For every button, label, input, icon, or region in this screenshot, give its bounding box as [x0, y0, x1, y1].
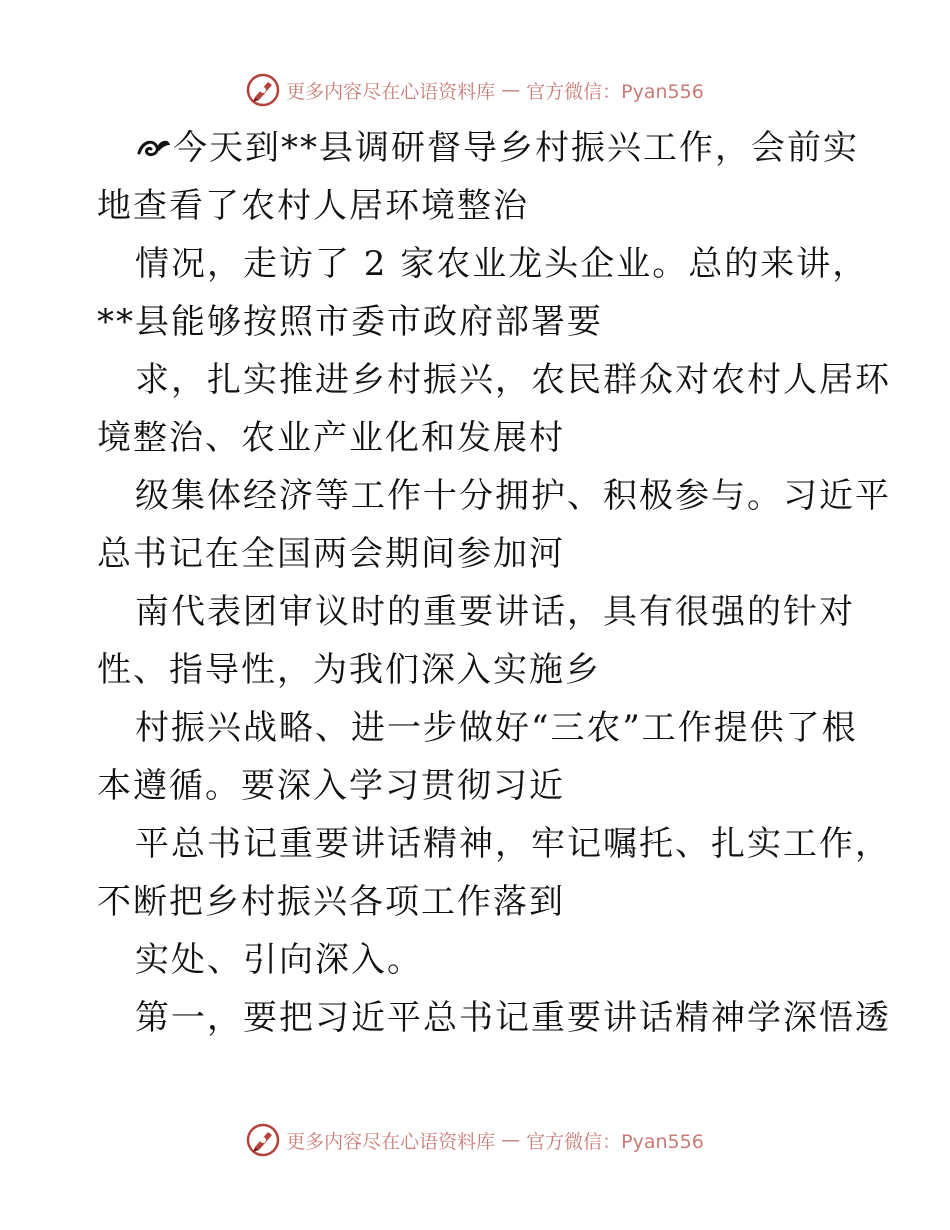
text-line — [97, 644, 867, 702]
text-line — [97, 122, 867, 180]
text-line-content: 性、指导性，为我们深入实施乡 — [97, 650, 601, 690]
leaf-ornament-icon — [135, 133, 173, 163]
banner-dash: — — [501, 1129, 521, 1151]
text-line-content: 平总书记重要讲话精神，牢记嘱托、扎实工作， — [135, 824, 891, 864]
text-line-content: 第一，要把习近平总书记重要讲话精神学深悟透 — [135, 998, 891, 1038]
banner-wechat: 官方微信：Pyan556 — [526, 80, 704, 103]
text-line-content: 地查看了农村人居环境整治 — [97, 186, 529, 226]
text-line-content: 本遵循。要深入学习贯彻习近 — [97, 766, 565, 806]
header-watermark-banner — [0, 70, 950, 110]
text-line — [97, 528, 867, 586]
text-line-content: 村振兴战略、进一步做好“三农”工作提供了根 — [135, 708, 858, 748]
text-line — [97, 180, 867, 238]
text-line — [97, 412, 867, 470]
banner-text: 更多内容尽在心语资料库 — [286, 1130, 496, 1153]
banner-wechat: 官方微信：Pyan556 — [526, 1130, 704, 1153]
text-line — [97, 876, 867, 934]
text-line-content: 不断把乡村振兴各项工作落到 — [97, 882, 565, 922]
text-line-content: 实处、引向深入。 — [135, 940, 423, 980]
text-line — [97, 470, 891, 528]
document-body — [97, 122, 891, 1050]
text-line-content: 南代表团审议时的重要讲话，具有很强的针对 — [135, 592, 855, 632]
text-line-content: 情况，走访了 2 家农业龙头企业。总的来讲， — [135, 244, 869, 284]
text-line — [97, 238, 867, 296]
text-line-content: 境整治、农业产业化和发展村 — [97, 418, 565, 458]
text-line — [97, 586, 867, 644]
text-line — [97, 818, 891, 876]
pen-logo-icon — [246, 73, 280, 107]
text-line — [97, 354, 891, 412]
text-line-content: 级集体经济等工作十分拥护、积极参与。习近平 — [135, 476, 891, 516]
text-line-content: 总书记在全国两会期间参加河 — [97, 534, 565, 574]
text-line — [97, 760, 867, 818]
text-line-content: 今天到**县调研督导乡村振兴工作，会前实 — [173, 128, 859, 168]
text-line — [97, 702, 867, 760]
text-line-content: 求，扎实推进乡村振兴，农民群众对农村人居环 — [135, 360, 891, 400]
text-line — [97, 296, 867, 354]
text-line — [97, 934, 867, 992]
text-line — [97, 992, 891, 1050]
pen-logo-icon — [246, 1123, 280, 1157]
banner-text: 更多内容尽在心语资料库 — [286, 80, 496, 103]
footer-watermark-banner — [0, 1120, 950, 1160]
banner-dash: — — [501, 79, 521, 101]
text-line-content: **县能够按照市委市政府部署要 — [97, 302, 603, 342]
